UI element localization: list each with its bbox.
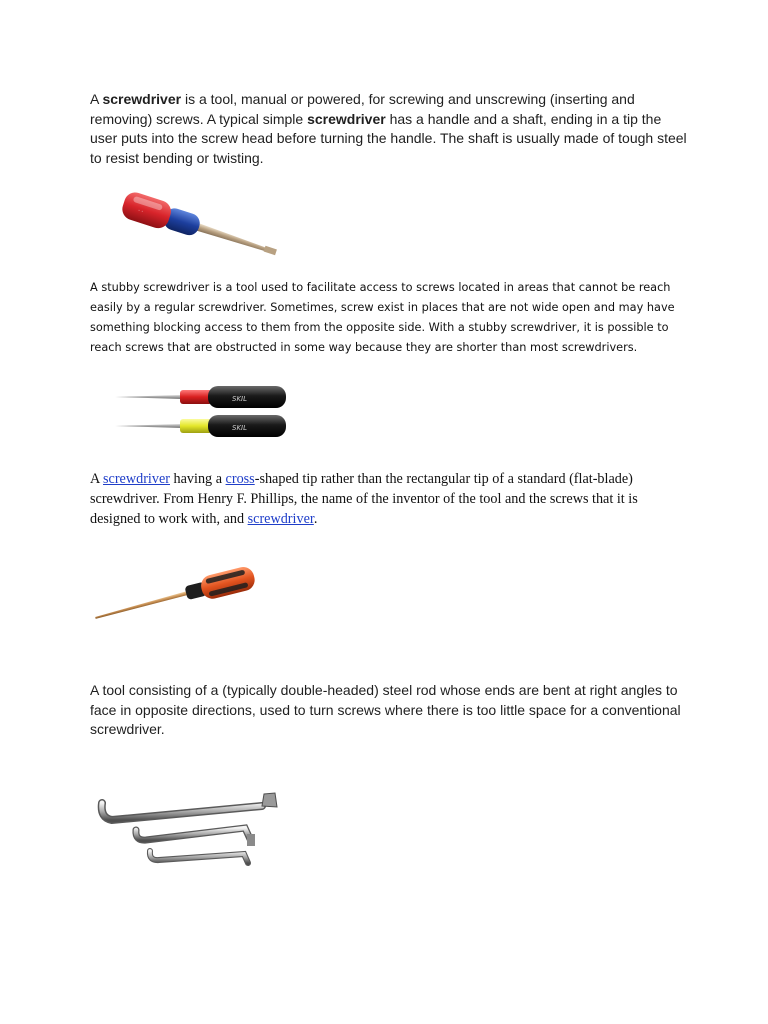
cross-link[interactable]: cross <box>225 471 255 487</box>
stubby-screwdrivers-image <box>112 378 292 443</box>
screwdriver-link[interactable]: screwdriver <box>103 471 170 487</box>
intro-text-2: has a handle and a shaft, ending in a tip the user puts into the screw head before turning the handle. The shaft is usually made of tough steel to resist bending or twisting. <box>90 110 687 166</box>
svg-text:· ·: · · <box>137 207 144 216</box>
offset-screwdrivers-image <box>92 788 287 873</box>
phillips-text-1: having a <box>169 471 226 487</box>
phillips-screwdriver-image <box>90 564 260 624</box>
stubby-paragraph: A stubby screwdriver is a tool used to facilitate access to screws located in areas that cannot be reach easily by a regular screwdriver. Sometimes, screw exist in places that are not wide open and may have something blocking access to them from the opposite side. With a stubby screwdriver, it is possible to reach screws that are obstructed in some way because they are shorter than most screwdrivers. <box>90 281 675 354</box>
intro-text-1: is a tool, manual or powered, for screwing and unscrewing (inserting and removing) screws. A typical simple <box>90 91 635 127</box>
phillips-text-2: -shaped tip rather than the rectangular tip of a standard (flat-blade) screwdriver. From Henry F. Phillips, the name of the inventor of the tool and the screws that it is designed to work with, and <box>90 471 638 527</box>
intro-paragraph <box>90 90 690 168</box>
term-screwdriver: screwdriver <box>102 91 182 107</box>
phillips-text-3: . <box>313 511 318 527</box>
stubby-brand-label-2: SKIL <box>232 424 247 432</box>
term-screwdriver-2: screwdriver <box>307 110 386 127</box>
intro-text-a: A <box>90 91 103 107</box>
screwdriver-link-2[interactable]: screwdriver <box>247 511 314 527</box>
stubby-brand-label-1: SKIL <box>232 395 247 403</box>
phillips-paragraph <box>90 469 690 529</box>
phillips-text-a: A <box>90 471 104 487</box>
flat-screwdriver-image <box>118 190 283 265</box>
offset-paragraph: A tool consisting of a (typically double-headed) steel rod whose ends are bent at right angles to face in opposite directions, used to turn screws where there is too little space for a conventional screwdriver. <box>90 682 681 738</box>
